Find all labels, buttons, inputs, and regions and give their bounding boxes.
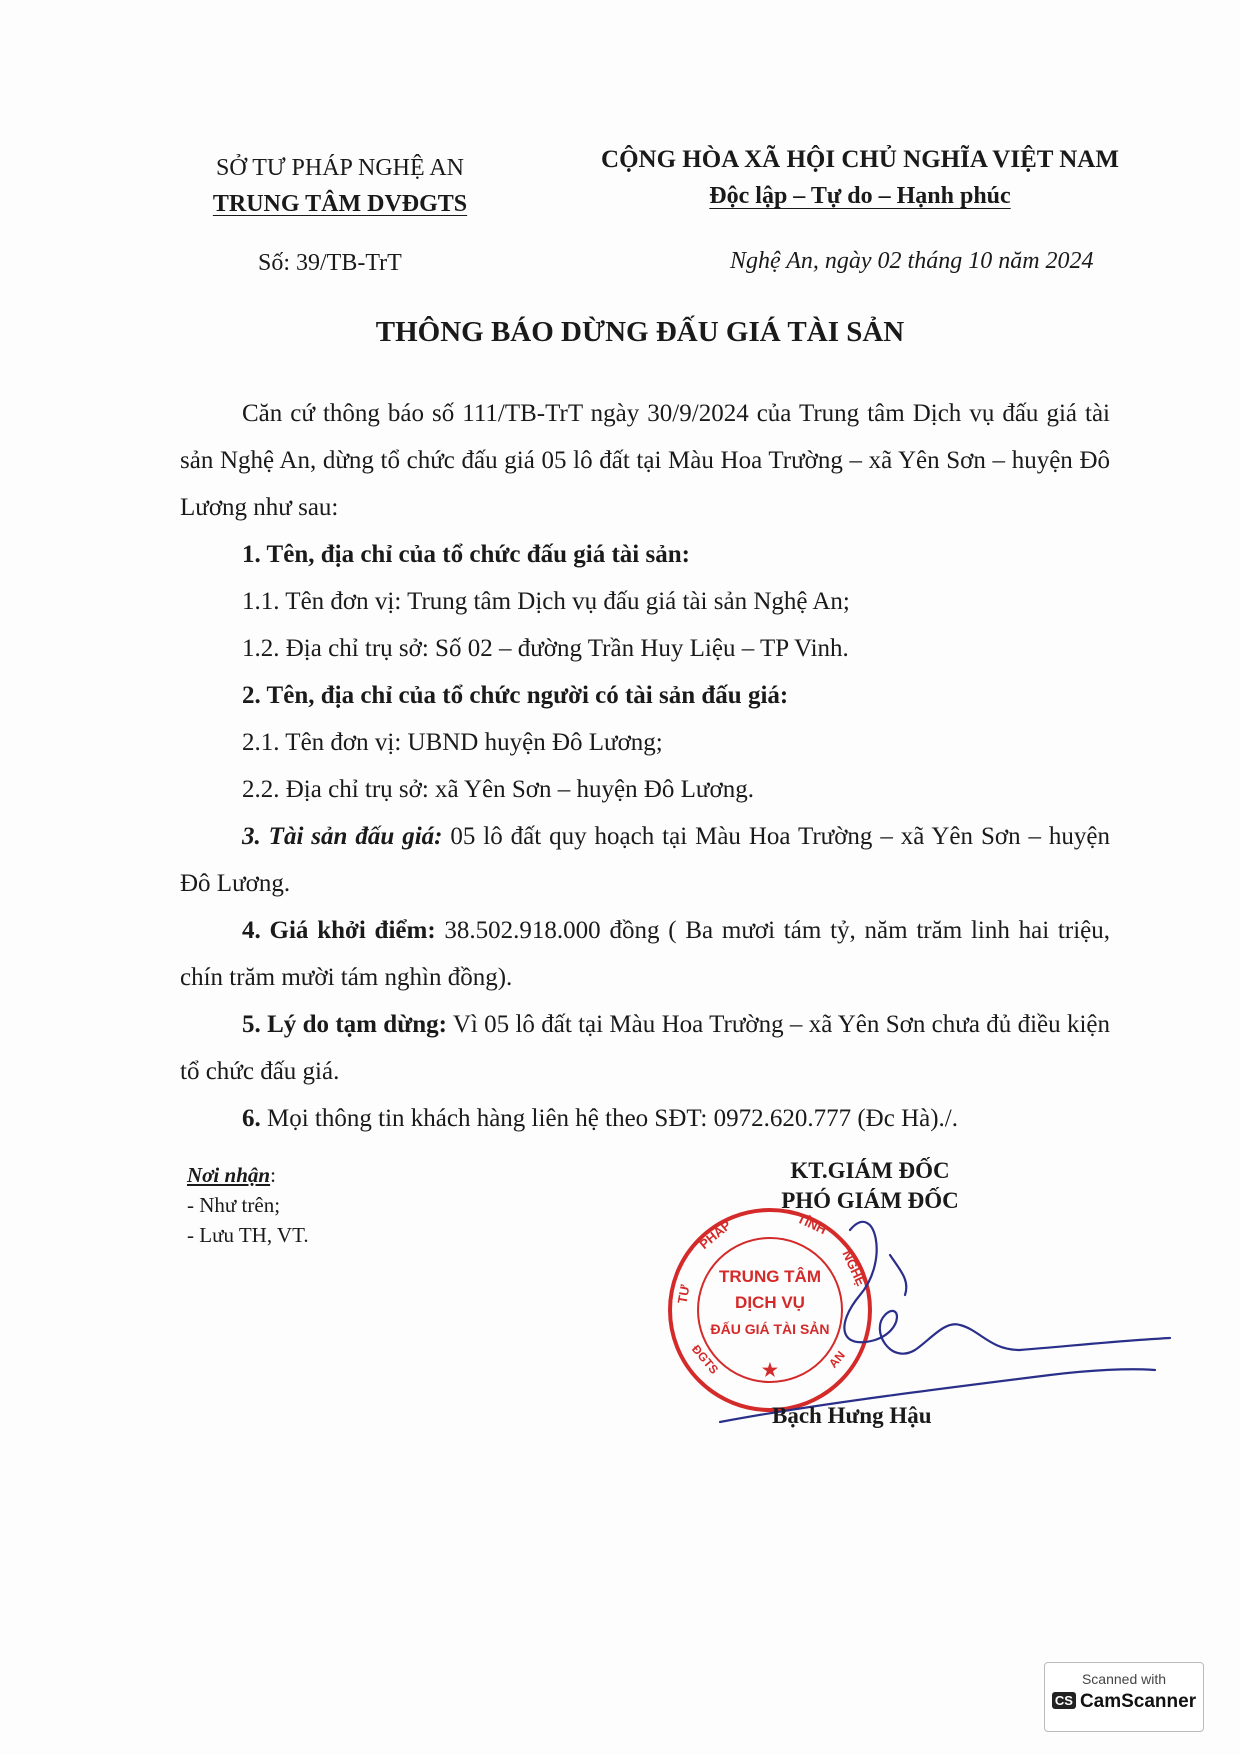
org-line-1: SỞ TƯ PHÁP NGHỆ AN (216, 155, 464, 181)
recipients-block (187, 1160, 309, 1250)
camscanner-logo-icon: CS (1052, 1692, 1076, 1709)
intro-paragraph: Căn cứ thông báo số 111/TB-TrT ngày 30/9/2024 của Trung tâm Dịch vụ đấu giá tài sản Nghệ An, dừng tổ chức đấu giá 05 lô đất tại Màu Hoa Trường – xã Yên Sơn – huyện Đô Lương như sau: (180, 400, 1110, 521)
document-date: Nghệ An, ngày 02 tháng 10 năm 2024 (730, 248, 1094, 274)
section-6-text: Mọi thông tin khách hàng liên hệ theo SĐT: 0972.620.777 (Đc Hà)./. (260, 1105, 959, 1132)
section-3 (180, 813, 1110, 907)
section-5-label: 5. Lý do tạm dừng: (242, 1011, 447, 1038)
stamp-star-icon: ★ (761, 1360, 779, 1380)
camscanner-badge (1044, 1662, 1204, 1732)
signer-name: Bạch Hưng Hậu (772, 1403, 932, 1428)
section-1-2: 1.2. Địa chỉ trụ sở: Số 02 – đường Trần Huy Liệu – TP Vinh. (242, 635, 849, 662)
recipients-colon: : (270, 1163, 276, 1187)
org-line-2: TRUNG TÂM DVĐGTS (212, 191, 468, 217)
stamp-ring-left: TƯ (674, 1283, 693, 1305)
motto: Độc lập – Tự do – Hạnh phúc (709, 183, 1011, 209)
recipients-title: Nơi nhận (187, 1163, 271, 1187)
stamp-ring-right: NGHỆ (839, 1247, 869, 1289)
section-1-1: 1.1. Tên đơn vị: Trung tâm Dịch vụ đấu giá tài sản Nghệ An; (242, 588, 850, 615)
document-title: THÔNG BÁO DỪNG ĐẤU GIÁ TÀI SẢN (375, 316, 905, 348)
section-2-1: 2.1. Tên đơn vị: UBND huyện Đô Lương; (242, 729, 663, 756)
national-header (580, 142, 1140, 214)
stamp-and-signature (660, 1200, 1180, 1430)
section-2-heading: 2. Tên, địa chỉ của tổ chức người có tài sản đấu giá: (242, 682, 789, 709)
scanned-with-text: Scanned with (1081, 1671, 1167, 1687)
issuing-organization (190, 150, 490, 222)
country-name: CỘNG HÒA XÃ HỘI CHỦ NGHĨA VIỆT NAM (601, 146, 1119, 173)
section-6-label: 6. (242, 1105, 261, 1132)
section-4-label: 4. Giá khởi điểm: (242, 917, 436, 944)
section-4 (180, 907, 1110, 1001)
signature-role-2: PHÓ GIÁM ĐỐC (781, 1188, 959, 1213)
stamp-line-2: DỊCH VỤ (735, 1293, 805, 1312)
recipients-heading (187, 1160, 309, 1190)
section-5 (180, 1001, 1110, 1095)
motto-wrap (580, 178, 1140, 214)
section-5-text: Vì 05 lô đất tại Màu Hoa Trường – xã Yên Sơn chưa đủ điều kiện tổ chức đấu giá. (180, 1011, 1110, 1085)
stamp-line-1: TRUNG TÂM (719, 1267, 821, 1286)
section-3-text: 05 lô đất quy hoạch tại Màu Hoa Trường – xã Yên Sơn – huyện Đô Lương. (180, 823, 1111, 897)
camscanner-brand (1045, 1691, 1203, 1713)
section-6 (180, 1095, 1110, 1142)
document-body (180, 390, 1110, 1142)
stamp-ring-topright: TỈNH (794, 1210, 829, 1238)
document-number: Số: 39/TB-TrT (258, 250, 402, 276)
stamp-line-3: ĐẤU GIÁ TÀI SẢN (710, 1321, 830, 1337)
recipient-item: - Như trên; (187, 1193, 281, 1217)
recipient-item: - Lưu TH, VT. (187, 1223, 309, 1247)
stamp-ring-bottomright: AN (825, 1348, 848, 1371)
stamp-ring-top: PHÁP (696, 1217, 734, 1252)
section-3-label: 3. Tài sản đấu giá: (242, 823, 443, 850)
section-2-2: 2.2. Địa chỉ trụ sở: xã Yên Sơn – huyện Đô Lương. (242, 776, 754, 803)
camscanner-name: CamScanner (1079, 1691, 1197, 1712)
section-1-heading: 1. Tên, địa chỉ của tổ chức đấu giá tài sản: (242, 541, 690, 568)
section-4-text: 38.502.918.000 đồng ( Ba mươi tám tỷ, năm trăm linh hai triệu, chín trăm mười tám nghìn đồng). (180, 917, 1110, 991)
signature-role-1: KT.GIÁM ĐỐC (790, 1158, 950, 1183)
stamp-ring-bottomleft: ĐGTS (688, 1342, 722, 1377)
